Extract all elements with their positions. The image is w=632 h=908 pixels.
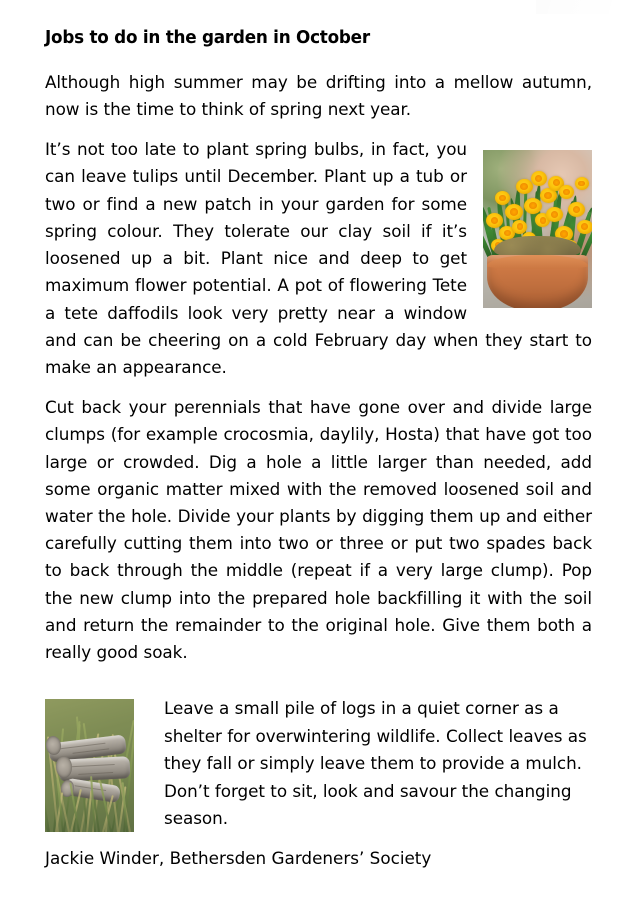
pot-rim	[487, 255, 587, 270]
paragraph-intro: Although high summer may be drifting into a mellow autumn, now is the time to think of spring next year.	[45, 71, 592, 120]
scan-artifact	[536, 0, 624, 14]
daffodil-illustration	[483, 150, 592, 308]
final-block	[45, 679, 592, 872]
article-content	[45, 28, 592, 872]
paragraph-spring-bulbs: It’s not too late to plant spring bulbs, in fact, you can leave tulips until December. Plant up a tub or two or find a new patch in your garden for some spring colour. They tolerate our clay soil if it’s loosened up a bit. Plant nice and deep to get maximum flower potential. A pot of flowering Tete a tete daffodils look very pretty near a window and can be cheering on a cold February day when they start to make an appearance.	[45, 139, 592, 377]
terracotta-pot	[487, 255, 587, 309]
log-pile-photo	[45, 699, 134, 832]
author-signature: Jackie Winder, Bethersden Gardeners’ Society	[45, 847, 432, 868]
paragraph-perennials: Cut back your perennials that have gone over and divide large clumps (for example crocosmia, daylily, Hosta) that have got too large or crowded. Dig a hole a little larger than needed, add some organic matter mixed with the removed loosened soil and water the hole. Divide your plants by digging them up and either carefully cutting them into two or three or put two spades back to back through the middle (repeat if a very large clump). Pop the new clump into the prepared hole backfilling it with the soil and return the remainder to the original hole. Give them both a really good soak.	[45, 397, 592, 662]
daffodil-pot-photo	[483, 150, 592, 308]
log-pile-illustration	[45, 699, 134, 832]
page-title: Jobs to do in the garden in October	[45, 28, 370, 48]
paragraph-log-pile: Leave a small pile of logs in a quiet corner as a shelter for overwintering wildlife. Collect leaves as they fall or simply leave them to provide a mulch. Don’t forget to sit, look and savour the changing season.	[164, 698, 587, 829]
